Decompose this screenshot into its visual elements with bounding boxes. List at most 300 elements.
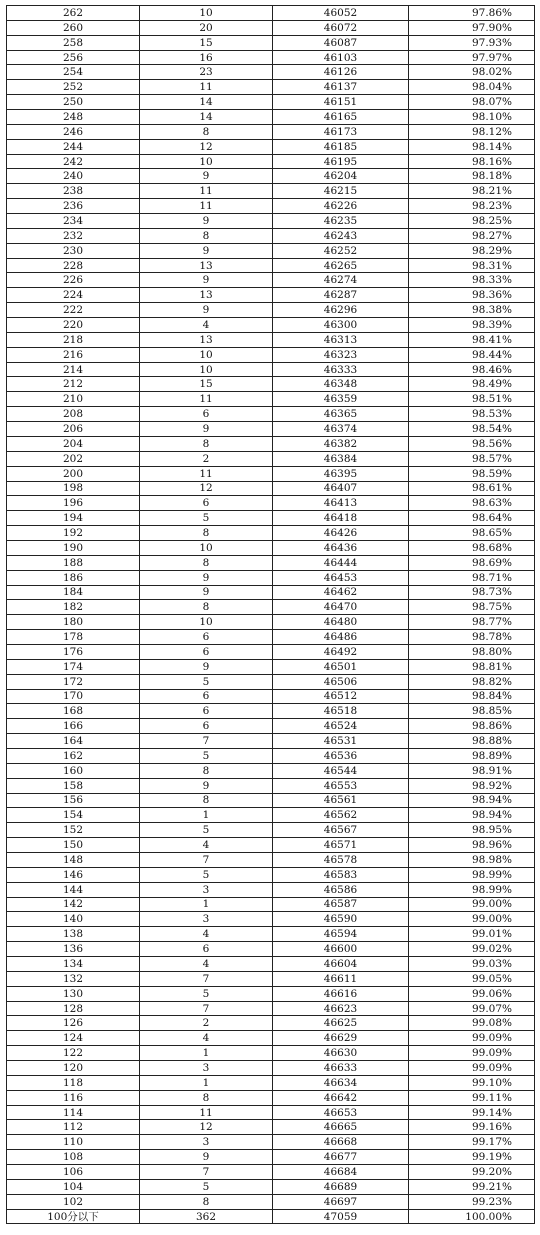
table-row — [7, 1031, 535, 1046]
count-cell: 15 — [140, 377, 273, 392]
cumulative-count-cell: 46413 — [273, 496, 409, 511]
cumulative-percent-cell: 98.99% — [409, 882, 535, 897]
cumulative-count-cell: 46265 — [273, 258, 409, 273]
score-cell: 128 — [7, 1001, 140, 1016]
cumulative-count-cell: 46506 — [273, 674, 409, 689]
score-cell: 254 — [7, 65, 140, 80]
cumulative-percent-cell: 98.64% — [409, 511, 535, 526]
table-row — [7, 139, 535, 154]
score-cell: 206 — [7, 422, 140, 437]
count-cell: 9 — [140, 273, 273, 288]
count-cell: 10 — [140, 347, 273, 362]
count-cell: 6 — [140, 704, 273, 719]
score-cell: 252 — [7, 80, 140, 95]
count-cell: 11 — [140, 184, 273, 199]
table-row — [7, 734, 535, 749]
cumulative-count-cell: 46195 — [273, 154, 409, 169]
cumulative-count-cell: 46684 — [273, 1165, 409, 1180]
count-cell: 13 — [140, 258, 273, 273]
table-row — [7, 1150, 535, 1165]
table-row — [7, 95, 535, 110]
count-cell: 1 — [140, 808, 273, 823]
cumulative-percent-cell: 98.84% — [409, 689, 535, 704]
score-cell: 140 — [7, 912, 140, 927]
table-row — [7, 303, 535, 318]
cumulative-count-cell: 46697 — [273, 1194, 409, 1209]
cumulative-count-cell: 46600 — [273, 942, 409, 957]
table-row — [7, 154, 535, 169]
count-cell: 5 — [140, 674, 273, 689]
count-cell: 9 — [140, 778, 273, 793]
score-cell: 134 — [7, 957, 140, 972]
count-cell: 4 — [140, 927, 273, 942]
score-cell: 222 — [7, 303, 140, 318]
cumulative-percent-cell: 98.96% — [409, 838, 535, 853]
cumulative-count-cell: 46616 — [273, 986, 409, 1001]
count-cell: 1 — [140, 1075, 273, 1090]
score-cell: 104 — [7, 1179, 140, 1194]
cumulative-percent-cell: 98.21% — [409, 184, 535, 199]
table-row — [7, 511, 535, 526]
cumulative-percent-cell: 98.63% — [409, 496, 535, 511]
table-row — [7, 1016, 535, 1031]
count-cell: 9 — [140, 659, 273, 674]
count-cell: 8 — [140, 124, 273, 139]
cumulative-percent-cell: 98.78% — [409, 630, 535, 645]
cumulative-percent-cell: 97.97% — [409, 50, 535, 65]
cumulative-count-cell: 46561 — [273, 793, 409, 808]
count-cell: 10 — [140, 362, 273, 377]
cumulative-count-cell: 46677 — [273, 1150, 409, 1165]
cumulative-percent-cell: 98.16% — [409, 154, 535, 169]
score-cell: 232 — [7, 228, 140, 243]
table-row — [7, 659, 535, 674]
table-row — [7, 540, 535, 555]
cumulative-count-cell: 46407 — [273, 481, 409, 496]
count-cell: 8 — [140, 1194, 273, 1209]
table-row — [7, 570, 535, 585]
table-row — [7, 451, 535, 466]
cumulative-count-cell: 46480 — [273, 615, 409, 630]
score-cell: 230 — [7, 243, 140, 258]
table-row — [7, 20, 535, 35]
count-cell: 9 — [140, 214, 273, 229]
table-row — [7, 838, 535, 853]
score-cell: 138 — [7, 927, 140, 942]
table-row — [7, 243, 535, 258]
cumulative-percent-cell: 98.41% — [409, 332, 535, 347]
count-cell: 7 — [140, 1165, 273, 1180]
cumulative-count-cell: 46630 — [273, 1046, 409, 1061]
table-row — [7, 124, 535, 139]
cumulative-count-cell: 46333 — [273, 362, 409, 377]
count-cell: 362 — [140, 1209, 273, 1224]
cumulative-percent-cell: 100.00% — [409, 1209, 535, 1224]
cumulative-count-cell: 46348 — [273, 377, 409, 392]
cumulative-percent-cell: 99.14% — [409, 1105, 535, 1120]
count-cell: 8 — [140, 793, 273, 808]
table-row — [7, 778, 535, 793]
cumulative-count-cell: 46418 — [273, 511, 409, 526]
count-cell: 8 — [140, 763, 273, 778]
table-row — [7, 897, 535, 912]
score-cell: 144 — [7, 882, 140, 897]
score-cell: 256 — [7, 50, 140, 65]
score-cell: 158 — [7, 778, 140, 793]
count-cell: 6 — [140, 719, 273, 734]
score-cell: 244 — [7, 139, 140, 154]
table-row — [7, 392, 535, 407]
table-row — [7, 615, 535, 630]
count-cell: 8 — [140, 1090, 273, 1105]
cumulative-count-cell: 46586 — [273, 882, 409, 897]
count-cell: 5 — [140, 823, 273, 838]
cumulative-percent-cell: 98.49% — [409, 377, 535, 392]
table-row — [7, 50, 535, 65]
table-row — [7, 1179, 535, 1194]
count-cell: 5 — [140, 1179, 273, 1194]
cumulative-count-cell: 46185 — [273, 139, 409, 154]
table-row — [7, 80, 535, 95]
table-row — [7, 748, 535, 763]
cumulative-percent-cell: 98.68% — [409, 540, 535, 555]
table-body — [7, 6, 535, 1224]
count-cell: 9 — [140, 585, 273, 600]
count-cell: 10 — [140, 154, 273, 169]
count-cell: 12 — [140, 481, 273, 496]
count-cell: 9 — [140, 1150, 273, 1165]
score-cell: 242 — [7, 154, 140, 169]
cumulative-percent-cell: 98.99% — [409, 867, 535, 882]
cumulative-count-cell: 46296 — [273, 303, 409, 318]
cumulative-percent-cell: 98.10% — [409, 110, 535, 125]
cumulative-count-cell: 46553 — [273, 778, 409, 793]
cumulative-percent-cell: 99.00% — [409, 912, 535, 927]
count-cell: 9 — [140, 570, 273, 585]
score-cell: 156 — [7, 793, 140, 808]
score-cell: 260 — [7, 20, 140, 35]
cumulative-percent-cell: 99.03% — [409, 957, 535, 972]
score-cell: 132 — [7, 971, 140, 986]
table-row — [7, 942, 535, 957]
count-cell: 11 — [140, 466, 273, 481]
table-row — [7, 347, 535, 362]
cumulative-percent-cell: 98.65% — [409, 526, 535, 541]
cumulative-percent-cell: 97.86% — [409, 6, 535, 21]
count-cell: 3 — [140, 1061, 273, 1076]
table-row — [7, 377, 535, 392]
count-cell: 5 — [140, 748, 273, 763]
count-cell: 6 — [140, 689, 273, 704]
score-cell: 106 — [7, 1165, 140, 1180]
count-cell: 15 — [140, 35, 273, 50]
cumulative-percent-cell: 98.56% — [409, 436, 535, 451]
score-cell: 164 — [7, 734, 140, 749]
score-cell: 108 — [7, 1150, 140, 1165]
cumulative-count-cell: 46462 — [273, 585, 409, 600]
count-cell: 9 — [140, 422, 273, 437]
table-row — [7, 585, 535, 600]
table-row — [7, 986, 535, 1001]
score-cell: 122 — [7, 1046, 140, 1061]
cumulative-percent-cell: 98.04% — [409, 80, 535, 95]
table-row — [7, 852, 535, 867]
count-cell: 6 — [140, 407, 273, 422]
table-row — [7, 481, 535, 496]
cumulative-count-cell: 46165 — [273, 110, 409, 125]
cumulative-count-cell: 46252 — [273, 243, 409, 258]
cumulative-count-cell: 46536 — [273, 748, 409, 763]
cumulative-percent-cell: 99.09% — [409, 1046, 535, 1061]
score-cell: 178 — [7, 630, 140, 645]
table-row — [7, 1135, 535, 1150]
score-cell: 180 — [7, 615, 140, 630]
count-cell: 10 — [140, 615, 273, 630]
score-cell: 190 — [7, 540, 140, 555]
cumulative-percent-cell: 98.44% — [409, 347, 535, 362]
cumulative-count-cell: 46653 — [273, 1105, 409, 1120]
table-row — [7, 1194, 535, 1209]
table-row — [7, 1120, 535, 1135]
cumulative-percent-cell: 98.39% — [409, 318, 535, 333]
cumulative-count-cell: 46087 — [273, 35, 409, 50]
cumulative-percent-cell: 98.46% — [409, 362, 535, 377]
count-cell: 16 — [140, 50, 273, 65]
cumulative-count-cell: 46243 — [273, 228, 409, 243]
cumulative-count-cell: 46137 — [273, 80, 409, 95]
table-row — [7, 332, 535, 347]
cumulative-percent-cell: 98.38% — [409, 303, 535, 318]
cumulative-percent-cell: 99.11% — [409, 1090, 535, 1105]
cumulative-percent-cell: 99.08% — [409, 1016, 535, 1031]
count-cell: 5 — [140, 986, 273, 1001]
table-row — [7, 912, 535, 927]
cumulative-percent-cell: 98.36% — [409, 288, 535, 303]
cumulative-count-cell: 46611 — [273, 971, 409, 986]
cumulative-count-cell: 46583 — [273, 867, 409, 882]
score-cell: 142 — [7, 897, 140, 912]
cumulative-percent-cell: 99.16% — [409, 1120, 535, 1135]
cumulative-count-cell: 46634 — [273, 1075, 409, 1090]
cumulative-percent-cell: 97.93% — [409, 35, 535, 50]
count-cell: 1 — [140, 897, 273, 912]
table-row — [7, 214, 535, 229]
table-row — [7, 1001, 535, 1016]
score-cell: 258 — [7, 35, 140, 50]
cumulative-percent-cell: 99.23% — [409, 1194, 535, 1209]
table-row — [7, 288, 535, 303]
cumulative-percent-cell: 98.82% — [409, 674, 535, 689]
cumulative-count-cell: 46052 — [273, 6, 409, 21]
score-cell: 188 — [7, 555, 140, 570]
score-cell: 168 — [7, 704, 140, 719]
score-cell: 214 — [7, 362, 140, 377]
table-row — [7, 689, 535, 704]
cumulative-count-cell: 46436 — [273, 540, 409, 555]
score-cell: 220 — [7, 318, 140, 333]
score-cell: 184 — [7, 585, 140, 600]
score-cell: 126 — [7, 1016, 140, 1031]
score-cell: 182 — [7, 600, 140, 615]
cumulative-count-cell: 46668 — [273, 1135, 409, 1150]
score-cell: 204 — [7, 436, 140, 451]
table-row — [7, 971, 535, 986]
table-row — [7, 422, 535, 437]
table-row — [7, 1165, 535, 1180]
cumulative-count-cell: 46623 — [273, 1001, 409, 1016]
score-cell: 248 — [7, 110, 140, 125]
cumulative-count-cell: 46633 — [273, 1061, 409, 1076]
table-row — [7, 823, 535, 838]
cumulative-count-cell: 46512 — [273, 689, 409, 704]
cumulative-percent-cell: 98.71% — [409, 570, 535, 585]
table-row — [7, 674, 535, 689]
cumulative-count-cell: 46173 — [273, 124, 409, 139]
score-cell: 218 — [7, 332, 140, 347]
cumulative-percent-cell: 99.17% — [409, 1135, 535, 1150]
count-cell: 6 — [140, 496, 273, 511]
cumulative-percent-cell: 98.29% — [409, 243, 535, 258]
score-cell: 192 — [7, 526, 140, 541]
cumulative-count-cell: 46235 — [273, 214, 409, 229]
cumulative-count-cell: 46444 — [273, 555, 409, 570]
cumulative-count-cell: 46578 — [273, 852, 409, 867]
cumulative-percent-cell: 99.09% — [409, 1061, 535, 1076]
count-cell: 6 — [140, 630, 273, 645]
cumulative-percent-cell: 98.85% — [409, 704, 535, 719]
table-row — [7, 258, 535, 273]
count-cell: 3 — [140, 912, 273, 927]
cumulative-count-cell: 46531 — [273, 734, 409, 749]
cumulative-count-cell: 46384 — [273, 451, 409, 466]
cumulative-count-cell: 46501 — [273, 659, 409, 674]
table-row — [7, 644, 535, 659]
table-row — [7, 555, 535, 570]
cumulative-percent-cell: 98.02% — [409, 65, 535, 80]
score-cell: 154 — [7, 808, 140, 823]
count-cell: 23 — [140, 65, 273, 80]
table-row — [7, 466, 535, 481]
count-cell: 4 — [140, 1031, 273, 1046]
count-cell: 8 — [140, 228, 273, 243]
table-row — [7, 763, 535, 778]
score-cell: 196 — [7, 496, 140, 511]
table-row — [7, 793, 535, 808]
cumulative-count-cell: 46426 — [273, 526, 409, 541]
table-row — [7, 184, 535, 199]
cumulative-count-cell: 46587 — [273, 897, 409, 912]
cumulative-percent-cell: 98.94% — [409, 793, 535, 808]
count-cell: 10 — [140, 540, 273, 555]
score-cell: 160 — [7, 763, 140, 778]
score-cell: 238 — [7, 184, 140, 199]
table-row — [7, 630, 535, 645]
count-cell: 3 — [140, 1135, 273, 1150]
count-cell: 1 — [140, 1046, 273, 1061]
score-cell: 162 — [7, 748, 140, 763]
count-cell: 8 — [140, 600, 273, 615]
score-cell: 120 — [7, 1061, 140, 1076]
count-cell: 13 — [140, 288, 273, 303]
cumulative-count-cell: 46492 — [273, 644, 409, 659]
cumulative-count-cell: 46665 — [273, 1120, 409, 1135]
score-cell: 136 — [7, 942, 140, 957]
count-cell: 2 — [140, 451, 273, 466]
score-cell: 116 — [7, 1090, 140, 1105]
cumulative-count-cell: 46590 — [273, 912, 409, 927]
cumulative-percent-cell: 99.09% — [409, 1031, 535, 1046]
cumulative-count-cell: 46072 — [273, 20, 409, 35]
table-row — [7, 600, 535, 615]
score-cell: 112 — [7, 1120, 140, 1135]
cumulative-percent-cell: 98.12% — [409, 124, 535, 139]
table-row — [7, 1061, 535, 1076]
count-cell: 11 — [140, 392, 273, 407]
count-cell: 8 — [140, 555, 273, 570]
cumulative-percent-cell: 99.20% — [409, 1165, 535, 1180]
cumulative-percent-cell: 98.73% — [409, 585, 535, 600]
cumulative-percent-cell: 99.02% — [409, 942, 535, 957]
table-row — [7, 1090, 535, 1105]
score-cell: 186 — [7, 570, 140, 585]
table-row — [7, 35, 535, 50]
cumulative-count-cell: 46374 — [273, 422, 409, 437]
count-cell: 13 — [140, 332, 273, 347]
cumulative-percent-cell: 99.01% — [409, 927, 535, 942]
cumulative-percent-cell: 99.19% — [409, 1150, 535, 1165]
table-row — [7, 1046, 535, 1061]
score-cell: 236 — [7, 199, 140, 214]
count-cell: 8 — [140, 526, 273, 541]
count-cell: 7 — [140, 1001, 273, 1016]
cumulative-count-cell: 46226 — [273, 199, 409, 214]
score-cell: 246 — [7, 124, 140, 139]
score-cell: 212 — [7, 377, 140, 392]
cumulative-percent-cell: 98.18% — [409, 169, 535, 184]
score-cell: 114 — [7, 1105, 140, 1120]
cumulative-count-cell: 46470 — [273, 600, 409, 615]
cumulative-percent-cell: 99.07% — [409, 1001, 535, 1016]
cumulative-percent-cell: 98.77% — [409, 615, 535, 630]
score-cell: 100分以下 — [7, 1209, 140, 1224]
score-cell: 170 — [7, 689, 140, 704]
count-cell: 14 — [140, 95, 273, 110]
cumulative-percent-cell: 98.53% — [409, 407, 535, 422]
count-cell: 9 — [140, 303, 273, 318]
count-cell: 11 — [140, 80, 273, 95]
cumulative-percent-cell: 98.54% — [409, 422, 535, 437]
count-cell: 11 — [140, 1105, 273, 1120]
table-row — [7, 927, 535, 942]
cumulative-percent-cell: 98.59% — [409, 466, 535, 481]
score-cell: 124 — [7, 1031, 140, 1046]
score-cell: 152 — [7, 823, 140, 838]
cumulative-count-cell: 46382 — [273, 436, 409, 451]
table-row — [7, 1105, 535, 1120]
cumulative-count-cell: 46571 — [273, 838, 409, 853]
cumulative-count-cell: 46274 — [273, 273, 409, 288]
score-cell: 110 — [7, 1135, 140, 1150]
table-row — [7, 719, 535, 734]
table-row — [7, 704, 535, 719]
score-cell: 176 — [7, 644, 140, 659]
table-row — [7, 407, 535, 422]
score-cell: 202 — [7, 451, 140, 466]
count-cell: 9 — [140, 243, 273, 258]
cumulative-count-cell: 46204 — [273, 169, 409, 184]
table-row — [7, 65, 535, 80]
cumulative-percent-cell: 98.33% — [409, 273, 535, 288]
